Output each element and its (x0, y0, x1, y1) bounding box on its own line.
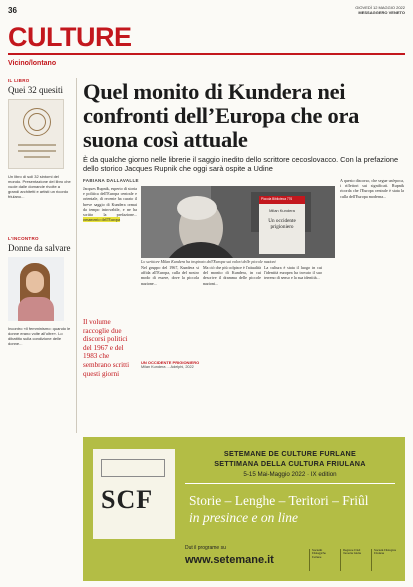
article-column-1 (83, 186, 137, 314)
ad-dates: 5-15 Mai-Maggio 2022 · IX edition (243, 471, 337, 478)
logo-text: SCF (101, 485, 154, 514)
section-title: CULTURE (8, 22, 132, 52)
ad-visit-text: Dut il programe su (185, 545, 226, 551)
article-column-5: A questo discorso, che segue un'epoca, i riflettori sui significati. Rupnik ricorda che l'Europa centrale è stata la culla dell'Europa moderna... (340, 178, 404, 199)
logo-frame-icon (101, 459, 165, 477)
ad-tagline: Storie – Lenghe – Teritori – Friûl (189, 493, 369, 508)
article-text: Jacques Rupnik, esperto di storia e politica dell'Europa centrale e orientale, di recente ha curato il breve saggio di Kundera ormai da tempo introvabile, e ne ha scritto la prefazione... (83, 186, 137, 218)
scf-logo (93, 449, 175, 539)
kundera-photo (141, 186, 335, 258)
side-text-event: Incontro «Il femminismo: quando le donne erano volte all'oltre». Lo dibattito sulla condizione delle donne... (8, 326, 71, 346)
article-column-2: Nel gruppo del 1967, Kundera si affida all'Europa, culla del nostro modo di essere, dove la piccola nazione... (141, 265, 199, 286)
book-info-box (141, 360, 335, 430)
page-header (8, 6, 405, 18)
cover-title: Un occidente prigioniero (268, 218, 296, 230)
ad-url-link[interactable]: www.setemane.it (185, 554, 274, 566)
photo-caption: Lo scrittore Milan Kundera ha inspirato dell'Europa sui valori delle piccole nazioni (141, 259, 276, 264)
cover-author: Milan Kundera (269, 208, 295, 213)
cover-line (24, 156, 50, 158)
cover-line (18, 144, 56, 146)
side-text-book: Un libro di soli 32 sintomi del mondo. Presentazione del libro che vuole dalle domande rivolte a grandi architetti e artisti un ricordo friulano... (8, 174, 71, 199)
ad-tagline-italic: in presince e on line (189, 510, 298, 525)
left-column (8, 78, 72, 368)
publication-name: MESSAGGERO VENETO (358, 9, 405, 15)
portrait-face (26, 271, 44, 293)
issue-date: GIOVEDÌ 12 MAGGIO 2022 (355, 5, 405, 10)
side-title-event: Donne da salvare (8, 243, 71, 253)
sponsor-logo: Societât Filologjiche Furlane (309, 549, 335, 571)
pull-quote: Il volume raccoglie due discorsi politici del 1967 e del 1983 che sembrano scritti questi giorni (83, 318, 130, 378)
section-kicker: Vicino/lontano (8, 60, 57, 67)
cover-series: Piccola Biblioteca 776 (261, 197, 293, 201)
ad-title-italian: SETTIMANA DELLA CULTURA FRIULANA (214, 459, 366, 468)
ad-divider (185, 483, 395, 484)
section-rule (8, 53, 405, 55)
article-column-3: Ma ciò che più colpisce è l'attualità del monito di Kundera, in cui descrive il dramma delle piccole nazioni... (203, 265, 261, 286)
side-label-event: L'INCONTRO (8, 236, 39, 241)
advertisement-banner[interactable] (83, 437, 405, 581)
ad-title-friulian: SETEMANE DE CULTURE FURLANE (223, 449, 357, 458)
article-headline: Quel monito di Kundera nei confronti dell’Europa che ora suona così attuale (83, 79, 360, 152)
sponsor-logos (309, 549, 401, 573)
side-label-book: IL LIBRO (8, 78, 30, 83)
dateline (355, 6, 405, 15)
article-subhead: È da qualche giorno nelle librerie il saggio inedito dello scrittore cecoslovacco. Con la prefazione dello storico Jacques Rupnik che oggi sarà ospite a Udine (83, 155, 399, 173)
book-cover-image (8, 99, 64, 169)
portrait-clothing (18, 297, 54, 321)
cover-line (18, 150, 56, 152)
article-column-4: La cultura è stata il luogo in cui l'identità europea ha trovato il suo terreno di senso e la sua identità... (264, 265, 322, 281)
author-portrait (8, 257, 64, 321)
sponsor-logo: Società Filologica Friulana (371, 549, 397, 571)
book-info-text: Milan Kundera ... Adelphi, 2022 (141, 365, 194, 369)
seal-inner-icon (28, 113, 46, 131)
side-title-book: Quei 32 quesiti (8, 85, 63, 95)
sponsor-logo: Regione Friuli Venezia Giulia (340, 549, 366, 571)
book-info-label: UN OCCIDENTE PRIGIONIERO (141, 360, 200, 365)
page-number: 36 (8, 6, 17, 15)
column-divider (76, 78, 77, 433)
article-byline: FABIANA DALLAVALLE (83, 178, 139, 183)
highlighted-text: ornamento dell'Europa (83, 217, 121, 223)
